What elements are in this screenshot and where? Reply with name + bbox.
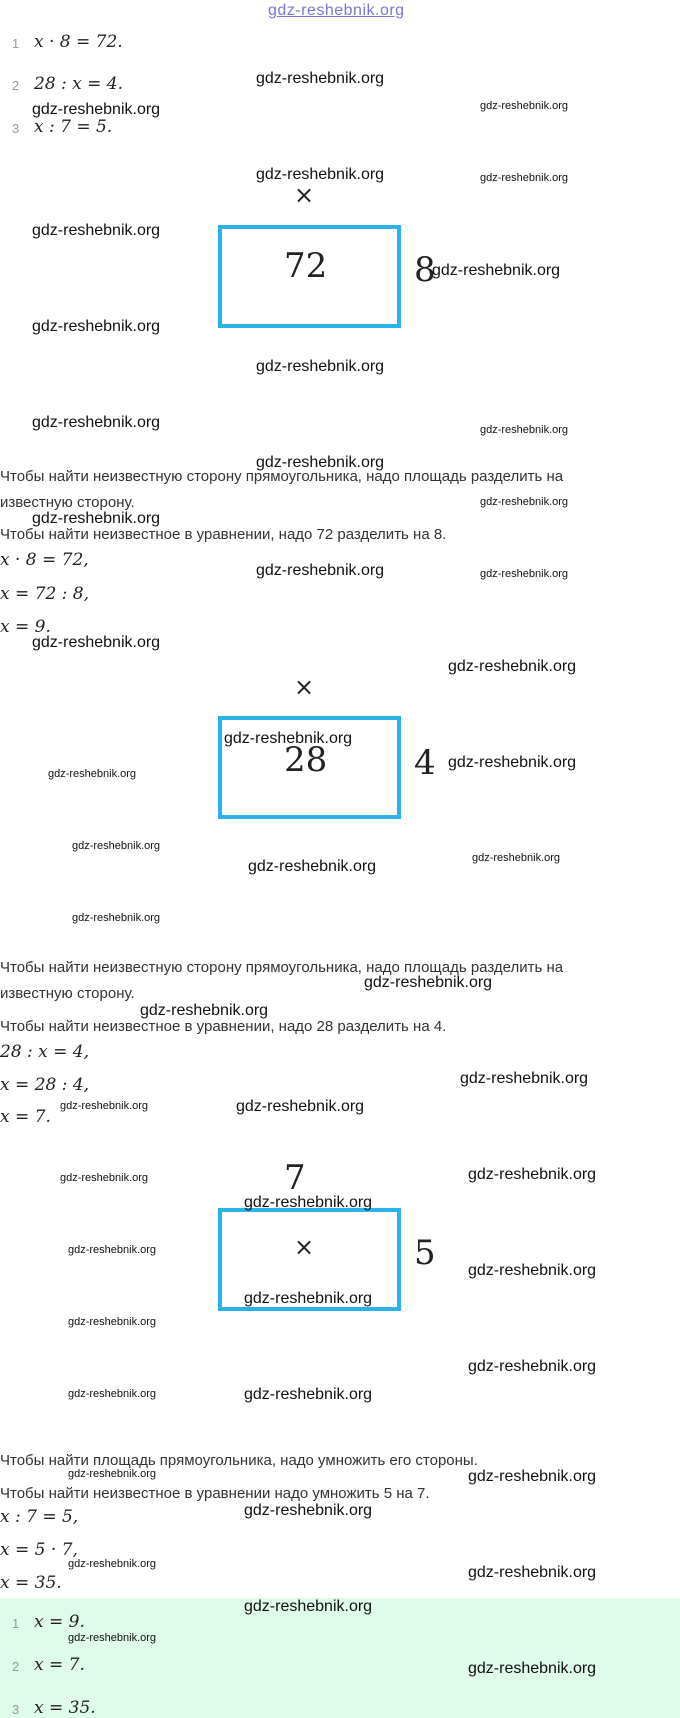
watermark: gdz-reshebnik.org	[468, 1358, 597, 1375]
unknown-side-marker: ×	[294, 181, 315, 209]
watermark: gdz-reshebnik.org	[60, 1100, 149, 1112]
equation-number: 1	[12, 36, 20, 51]
problem1-explanation-1: Чтобы найти неизвестную сторону прямоугольника, надо площадь разделить на	[0, 468, 564, 485]
problem3-step: x = 35.	[0, 1573, 62, 1593]
watermark: gdz-reshebnik.org	[432, 262, 561, 279]
answer-1: x = 9.	[34, 1612, 85, 1632]
watermark: gdz-reshebnik.org	[256, 454, 385, 471]
watermark: gdz-reshebnik.org	[32, 222, 161, 239]
watermark: gdz-reshebnik.org	[244, 1386, 373, 1403]
watermark: gdz-reshebnik.org	[236, 1098, 365, 1115]
watermark: gdz-reshebnik.org	[248, 858, 377, 875]
watermark: gdz-reshebnik.org	[68, 1316, 157, 1328]
watermark: gdz-reshebnik.org	[72, 840, 161, 852]
watermark: gdz-reshebnik.org	[48, 768, 137, 780]
watermark: gdz-reshebnik.org	[68, 1558, 157, 1570]
watermark: gdz-reshebnik.org	[256, 358, 385, 375]
watermark: gdz-reshebnik.org	[256, 562, 385, 579]
problem3-step: x : 7 = 5,	[0, 1507, 79, 1527]
watermark: gdz-reshebnik.org	[480, 172, 569, 184]
watermark: gdz-reshebnik.org	[480, 424, 569, 436]
problem1-step: x · 8 = 72,	[0, 550, 89, 570]
watermark: gdz-reshebnik.org	[32, 510, 161, 527]
equation-1: x · 8 = 72.	[34, 32, 123, 52]
watermark: gdz-reshebnik.org	[480, 568, 569, 580]
watermark: gdz-reshebnik.org	[468, 1660, 597, 1677]
known-side-value: 5	[414, 1233, 436, 1273]
watermark: gdz-reshebnik.org	[448, 658, 577, 675]
watermark: gdz-reshebnik.org	[468, 1262, 597, 1279]
problem2-explanation-1: Чтобы найти неизвестную сторону прямоугольника, надо площадь разделить на	[0, 959, 564, 976]
watermark: gdz-reshebnik.org	[72, 912, 161, 924]
watermark: gdz-reshebnik.org	[32, 318, 161, 335]
header-watermark[interactable]: gdz-reshebnik.org	[268, 2, 405, 19]
watermark: gdz-reshebnik.org	[468, 1468, 597, 1485]
area-value: 72	[284, 246, 328, 286]
watermark: gdz-reshebnik.org	[364, 974, 493, 991]
known-side-top-value: 7	[284, 1158, 306, 1198]
problem2-step: 28 : x = 4,	[0, 1042, 90, 1062]
watermark: gdz-reshebnik.org	[68, 1388, 157, 1400]
watermark: gdz-reshebnik.org	[224, 730, 353, 747]
problem1-step: x = 72 : 8,	[0, 584, 90, 604]
equation-3: x : 7 = 5.	[34, 117, 113, 137]
watermark: gdz-reshebnik.org	[244, 1502, 373, 1519]
watermark: gdz-reshebnik.org	[468, 1564, 597, 1581]
watermark: gdz-reshebnik.org	[244, 1290, 373, 1307]
problem1-step: x = 9.	[0, 617, 51, 637]
watermark: gdz-reshebnik.org	[468, 1166, 597, 1183]
problem2-step: x = 28 : 4,	[0, 1075, 90, 1095]
watermark: gdz-reshebnik.org	[68, 1468, 157, 1480]
problem2-explanation-3: Чтобы найти неизвестное в уравнении, надо 28 разделить на 4.	[0, 1018, 447, 1035]
problem3-explanation-1: Чтобы найти площадь прямоугольника, надо умножить его стороны.	[0, 1452, 478, 1469]
problem3-explanation-2: Чтобы найти неизвестное в уравнении надо умножить 5 на 7.	[0, 1485, 430, 1502]
unknown-side-marker: ×	[294, 673, 315, 701]
answer-3: x = 35.	[34, 1698, 96, 1718]
watermark: gdz-reshebnik.org	[448, 754, 577, 771]
watermark: gdz-reshebnik.org	[256, 166, 385, 183]
watermark: gdz-reshebnik.org	[60, 1172, 149, 1184]
answers-panel	[0, 1598, 680, 1718]
watermark: gdz-reshebnik.org	[480, 100, 569, 112]
problem1-explanation-2: известную сторону.	[0, 494, 135, 511]
problem3-step: x = 5 · 7,	[0, 1540, 78, 1560]
watermark: gdz-reshebnik.org	[68, 1244, 157, 1256]
answer-2: x = 7.	[34, 1655, 85, 1675]
known-side-value: 4	[414, 743, 436, 783]
watermark: gdz-reshebnik.org	[32, 414, 161, 431]
equation-2: 28 : x = 4.	[34, 74, 124, 94]
problem2-explanation-2: известную сторону.	[0, 985, 135, 1002]
watermark: gdz-reshebnik.org	[244, 1598, 373, 1615]
answer-number: 1	[12, 1616, 20, 1631]
watermark: gdz-reshebnik.org	[32, 101, 161, 118]
watermark: gdz-reshebnik.org	[68, 1632, 157, 1644]
unknown-area-marker: ×	[294, 1233, 315, 1261]
problem2-step: x = 7.	[0, 1107, 51, 1127]
known-side-value: 8	[414, 250, 436, 290]
watermark: gdz-reshebnik.org	[140, 1002, 269, 1019]
area-value: 28	[284, 740, 328, 780]
watermark: gdz-reshebnik.org	[256, 70, 385, 87]
watermark: gdz-reshebnik.org	[472, 852, 561, 864]
problem1-explanation-3: Чтобы найти неизвестное в уравнении, надо 72 разделить на 8.	[0, 526, 447, 543]
watermark: gdz-reshebnik.org	[460, 1070, 589, 1087]
watermark: gdz-reshebnik.org	[244, 1194, 373, 1211]
equation-number: 3	[12, 121, 20, 136]
answer-number: 2	[12, 1659, 20, 1674]
watermark: gdz-reshebnik.org	[480, 496, 569, 508]
watermark: gdz-reshebnik.org	[32, 634, 161, 651]
answer-number: 3	[12, 1702, 20, 1717]
equation-number: 2	[12, 78, 20, 93]
